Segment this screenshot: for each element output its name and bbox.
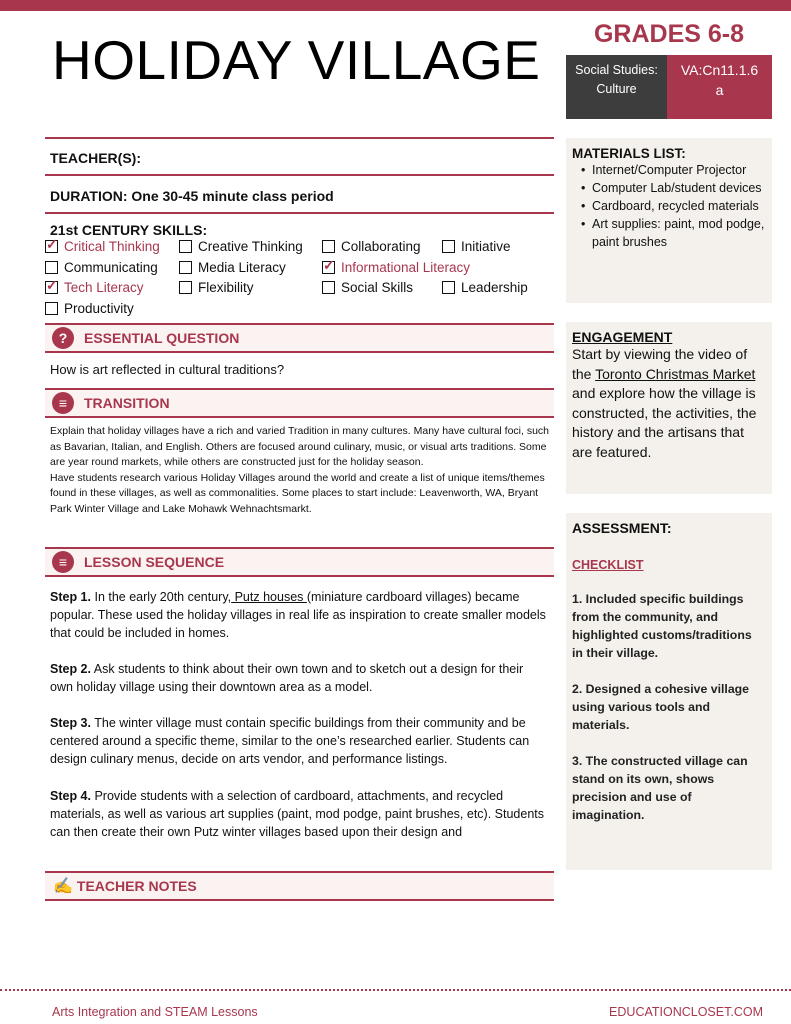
skill-media-literacy[interactable] [179,260,286,275]
skill-informational-literacy[interactable] [322,260,470,275]
materials-heading: MATERIALS LIST: [572,146,686,161]
divider [45,174,554,176]
step-text: Provide students with a selection of cardboard, attachments, and recycled materials, as well as various art supplies (paint, mod podge, paint brushes, etc). Students can then create their own Putz winter villages based upon their design and [50,789,545,839]
step-2 [50,660,548,696]
checkbox[interactable] [45,302,58,315]
assessment-item: 2. Designed a cohesive village using various tools and materials. [572,682,750,732]
skill-tech-literacy[interactable] [45,280,144,295]
teacher-label: TEACHER(S): [50,150,141,166]
subject-line-1: Social Studies: [575,63,658,77]
checkbox[interactable] [442,240,455,253]
section-heading: LESSON SEQUENCE [84,554,225,570]
duration-label: DURATION: One 30-45 minute class period [50,188,334,204]
skill-critical-thinking[interactable] [45,239,160,254]
grades-label: GRADES 6-8 [593,20,745,48]
engagement-heading: ENGAGEMENT [572,329,673,345]
skill-label: Leadership [461,280,528,295]
skill-communicating[interactable] [45,260,158,275]
skill-label: Critical Thinking [64,239,160,254]
section-heading: ESSENTIAL QUESTION [84,330,240,346]
page-title: HOLIDAY VILLAGE [52,29,541,91]
skill-label: Creative Thinking [198,239,303,254]
transition-header [45,388,554,418]
skill-productivity[interactable] [45,301,134,316]
skill-label: Flexibility [198,280,254,295]
section-heading: TRANSITION [84,395,170,411]
skill-label: Collaborating [341,239,421,254]
checklist-link[interactable]: CHECKLIST [572,558,644,572]
checkbox[interactable] [442,281,455,294]
footer-tagline: Arts Integration and STEAM Lessons [52,1005,258,1019]
list-item: • Computer Lab/student devices [572,179,766,197]
checkbox[interactable] [322,281,335,294]
checkbox[interactable] [322,240,335,253]
checkbox[interactable] [179,281,192,294]
standard-tag [667,55,772,119]
question-icon: ? [52,327,74,349]
engagement-text [572,345,766,462]
step-text: (miniature cardboard villages) became popular. These used the holiday villages in real life as inspiration to create smaller models that could be included in homes. [50,590,546,640]
step-3 [50,714,548,768]
subject-tag [566,55,667,119]
assessment-box [566,513,772,870]
materials-list [572,161,766,251]
standard-line-1: VA:Cn11.1.6 [680,62,759,78]
step-label: Step 4. [50,789,91,803]
skill-label: Social Skills [341,280,414,295]
checkbox[interactable] [45,240,58,253]
lesson-sequence-header [45,547,554,577]
section-heading: TEACHER NOTES [76,878,197,894]
list-item: • Internet/Computer Projector [572,161,766,179]
assessment-item: 1. Included specific buildings from the community, and highlighted customs/traditions in their village. [572,592,752,660]
step-text: In the early 20th century, [91,590,232,604]
checkbox[interactable] [45,281,58,294]
skill-label: Media Literacy [198,260,286,275]
assessment-item: 3. The constructed village can stand on its own, shows precision and use of imagination. [572,754,748,822]
skill-leadership[interactable] [442,280,528,295]
checkbox[interactable] [179,261,192,274]
engagement-box [566,322,772,494]
putz-houses-link[interactable]: Putz houses [231,590,307,604]
list-item: • Cardboard, recycled materials [572,197,766,215]
step-label: Step 1. [50,590,91,604]
footer-divider [0,989,791,991]
essential-question-text: How is art reflected in cultural traditions? [50,362,285,377]
footer-site-link[interactable]: EDUCATIONCLOSET.COM [609,1005,763,1019]
subject-line-2: Culture [596,82,637,96]
engagement-text-part: Start by viewing the video of the [572,346,748,382]
step-text: The winter village must contain specific buildings from their community and be centered around a specific theme, similar to the one’s researched earlier. Students can design culinary menus, decide on arts vendor, and performance listings. [50,716,530,766]
skill-creative-thinking[interactable] [179,239,303,254]
transition-paragraph-1: Explain that holiday villages have a rich and varied Tradition in many cultures. Many have cultural foci, such as Bavarian, Italian, and English. Others are focused around culinary, music, or visual arts traditions. Some are year round markets, while others are constructed just for the holiday season. [50,425,550,468]
checkbox[interactable] [45,261,58,274]
standard-line-2: a [715,82,724,98]
toronto-market-link[interactable]: Toronto Christmas Market [595,365,756,382]
teacher-notes-header [45,871,554,901]
checkbox[interactable] [322,261,335,274]
skill-social-skills[interactable] [322,280,413,295]
divider [45,212,554,214]
top-accent-bar [0,0,791,11]
engagement-text-part: and explore how the village is constructed, the activities, the history and the artisans that are featured. [572,385,757,460]
step-label: Step 2. [50,662,91,676]
pencil-hand-icon: ✍ [53,878,73,895]
essential-question-header [45,323,554,353]
skill-flexibility[interactable] [179,280,254,295]
step-4 [50,787,548,841]
skill-initiative[interactable] [442,239,511,254]
step-1 [50,588,548,642]
skill-label: Initiative [461,239,511,254]
divider [45,137,554,139]
step-text: Ask students to think about their own town and to sketch out a design for their own holiday village using their downtown area as a model. [50,662,524,694]
transition-text [50,424,550,517]
skill-label: Communicating [64,260,158,275]
skills-heading: 21st CENTURY SKILLS: [50,222,208,238]
assessment-heading: ASSESSMENT: [572,520,672,536]
list-icon: ≡ [52,551,74,573]
skill-label: Informational Literacy [341,260,471,275]
step-label: Step 3. [50,716,91,730]
checkbox[interactable] [179,240,192,253]
skill-label: Productivity [64,301,134,316]
list-item: • Art supplies: paint, mod podge, paint brushes [572,215,766,251]
materials-box [566,138,772,303]
skill-label: Tech Literacy [64,280,144,295]
transition-paragraph-2: Have students research various Holiday Villages around the world and create a list of unique items/themes found in these villages, as well as commonalities. Some places to start include: Leavenworth, WA, Bryant Park Winter Village and Lake Mohawk Wehnachtsmarkt. [50,471,545,515]
list-icon: ≡ [52,392,74,414]
skill-collaborating[interactable] [322,239,421,254]
